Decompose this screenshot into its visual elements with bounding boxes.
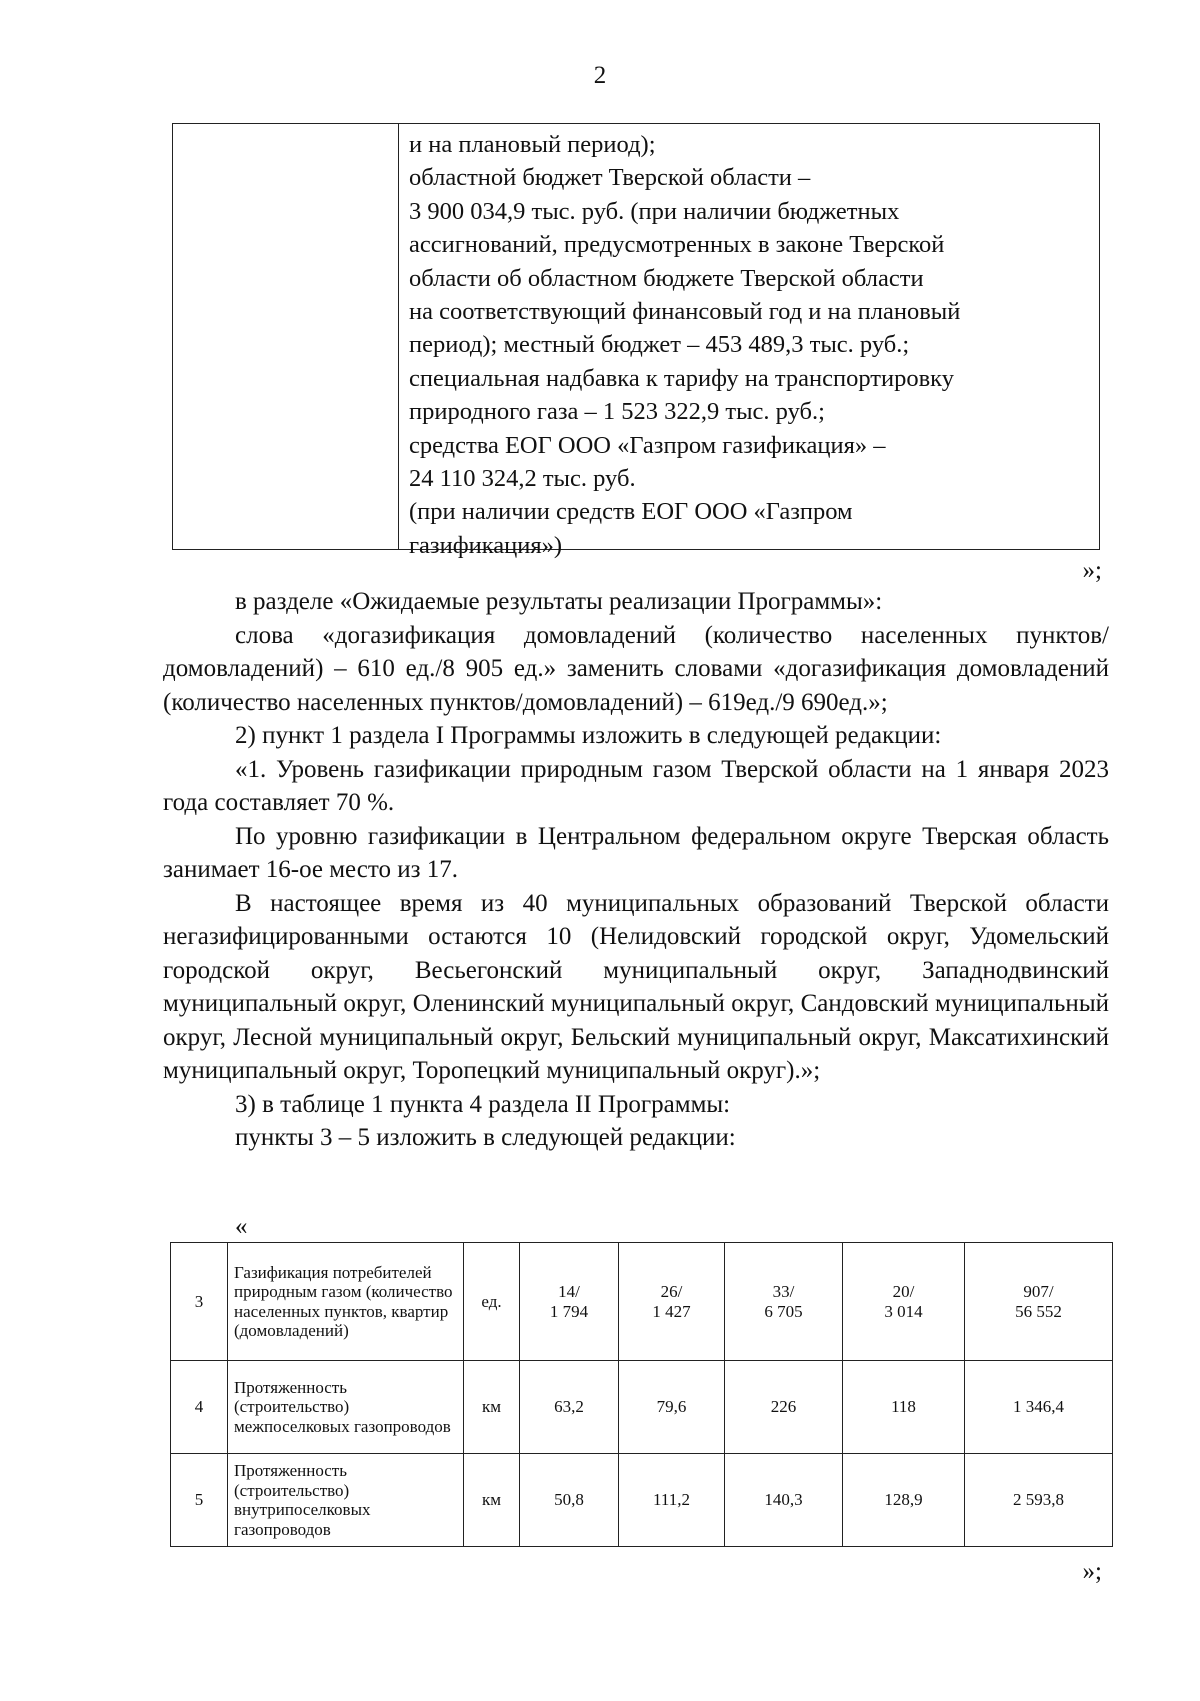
- value-cell: 111,2: [619, 1454, 725, 1547]
- paragraph-item-3: 3) в таблице 1 пункта 4 раздела II Программы:: [235, 1090, 731, 1118]
- paragraph-expected-results: в разделе «Ожидаемые результаты реализации Программы»:: [235, 588, 883, 615]
- indicator-name: Газификация потребителей природным газом (количество населенных пунктов, квартир (домовладений): [228, 1243, 464, 1361]
- funding-line: 3 900 034,9 тыс. руб. (при наличии бюджетных: [409, 197, 900, 225]
- row-number: 5: [171, 1454, 228, 1547]
- value-cell: 118: [843, 1361, 965, 1454]
- funding-line: средства ЕОГ ООО «Газпром газификация» –: [409, 431, 886, 459]
- closing-quote: »;: [1082, 1558, 1102, 1585]
- funding-line: областной бюджет Тверской области –: [409, 164, 811, 192]
- table-column-divider: [398, 124, 399, 549]
- indicators-table: [170, 1242, 1113, 1547]
- paragraph-cfo-rank: По уровню газификации в Центральном федеральном округе Тверская область занимает 16-ое место из 17.: [163, 822, 1109, 883]
- unit-cell: км: [464, 1361, 520, 1454]
- row-number: 4: [171, 1361, 228, 1454]
- opening-quote: «: [235, 1213, 248, 1240]
- funding-sources-cell: [409, 128, 1089, 562]
- page-number: 2: [593, 62, 607, 89]
- funding-line: природного газа – 1 523 322,9 тыс. руб.;: [409, 398, 825, 426]
- funding-line: 24 110 324,2 тыс. руб.: [409, 465, 636, 493]
- paragraph-non-gasified-districts: В настоящее время из 40 муниципальных образований Тверской области негазифицированными остаются 10 (Нелидовский городской округ, Удомельский городской округ, Весьегонский муниципальный округ, Западнодвинский муниципальный округ, Оленинский муниципальный округ, Сандовский муниципальный округ, Лесной муниципальный округ, Бельский муниципальный округ, Максатихинский муниципальный округ, Торопецкий муниципальный округ).»;: [163, 889, 1109, 1084]
- table-row: [171, 1361, 1113, 1454]
- value-cell: 79,6: [619, 1361, 725, 1454]
- value-cell: 140,3: [725, 1454, 843, 1547]
- unit-cell: ед.: [464, 1243, 520, 1361]
- value-cell: 14/ 1 794: [520, 1243, 619, 1361]
- paragraph-items-3-5: пункты 3 – 5 изложить в следующей редакции:: [235, 1124, 736, 1151]
- value-cell: 20/ 3 014: [843, 1243, 965, 1361]
- funding-line: ассигнований, предусмотренных в законе Тверской: [409, 231, 945, 259]
- paragraph-gasification-level: «1. Уровень газификации природным газом Тверской области на 1 января 2023 года составляет 70 %.: [163, 755, 1109, 816]
- value-cell: 2 593,8: [965, 1454, 1113, 1547]
- funding-line: и на плановый период);: [409, 131, 656, 158]
- table-row: [171, 1243, 1113, 1361]
- value-cell: 63,2: [520, 1361, 619, 1454]
- row-number: 3: [171, 1243, 228, 1361]
- value-cell: 1 346,4: [965, 1361, 1113, 1454]
- funding-line: (при наличии средств ЕОГ ООО «Газпром: [409, 498, 853, 526]
- indicator-name: Протяженность (строительство) межпоселковых газопроводов: [228, 1361, 464, 1454]
- unit-cell: км: [464, 1454, 520, 1547]
- funding-sources-table: [172, 123, 1100, 559]
- value-cell: 907/ 56 552: [965, 1243, 1113, 1361]
- funding-line: газификация»): [409, 531, 563, 559]
- paragraph-word-replacement: слова «догазификация домовладений (количество населенных пунктов/домовладений) – 610 ед./8 905 ед.» заменить словами «догазификация домовладений (количество населенных пунктов/домовладений) – 619ед./9 690ед.»;: [163, 621, 1109, 716]
- funding-line: период); местный бюджет – 453 489,3 тыс. руб.;: [409, 331, 910, 359]
- closing-quote: »;: [1082, 557, 1102, 584]
- funding-line: области об областном бюджете Тверской области: [409, 264, 924, 292]
- value-cell: 50,8: [520, 1454, 619, 1547]
- value-cell: 26/ 1 427: [619, 1243, 725, 1361]
- value-cell: 226: [725, 1361, 843, 1454]
- document-body: [163, 585, 1109, 1155]
- value-cell: 128,9: [843, 1454, 965, 1547]
- funding-line: специальная надбавка к тарифу на транспортировку: [409, 364, 954, 392]
- indicator-name: Протяженность (строительство) внутрипоселковых газопроводов: [228, 1454, 464, 1547]
- paragraph-item-2: 2) пункт 1 раздела I Программы изложить в следующей редакции:: [235, 722, 942, 749]
- funding-line: на соответствующий финансовый год и на плановый: [409, 298, 961, 326]
- value-cell: 33/ 6 705: [725, 1243, 843, 1361]
- table-row: [171, 1454, 1113, 1547]
